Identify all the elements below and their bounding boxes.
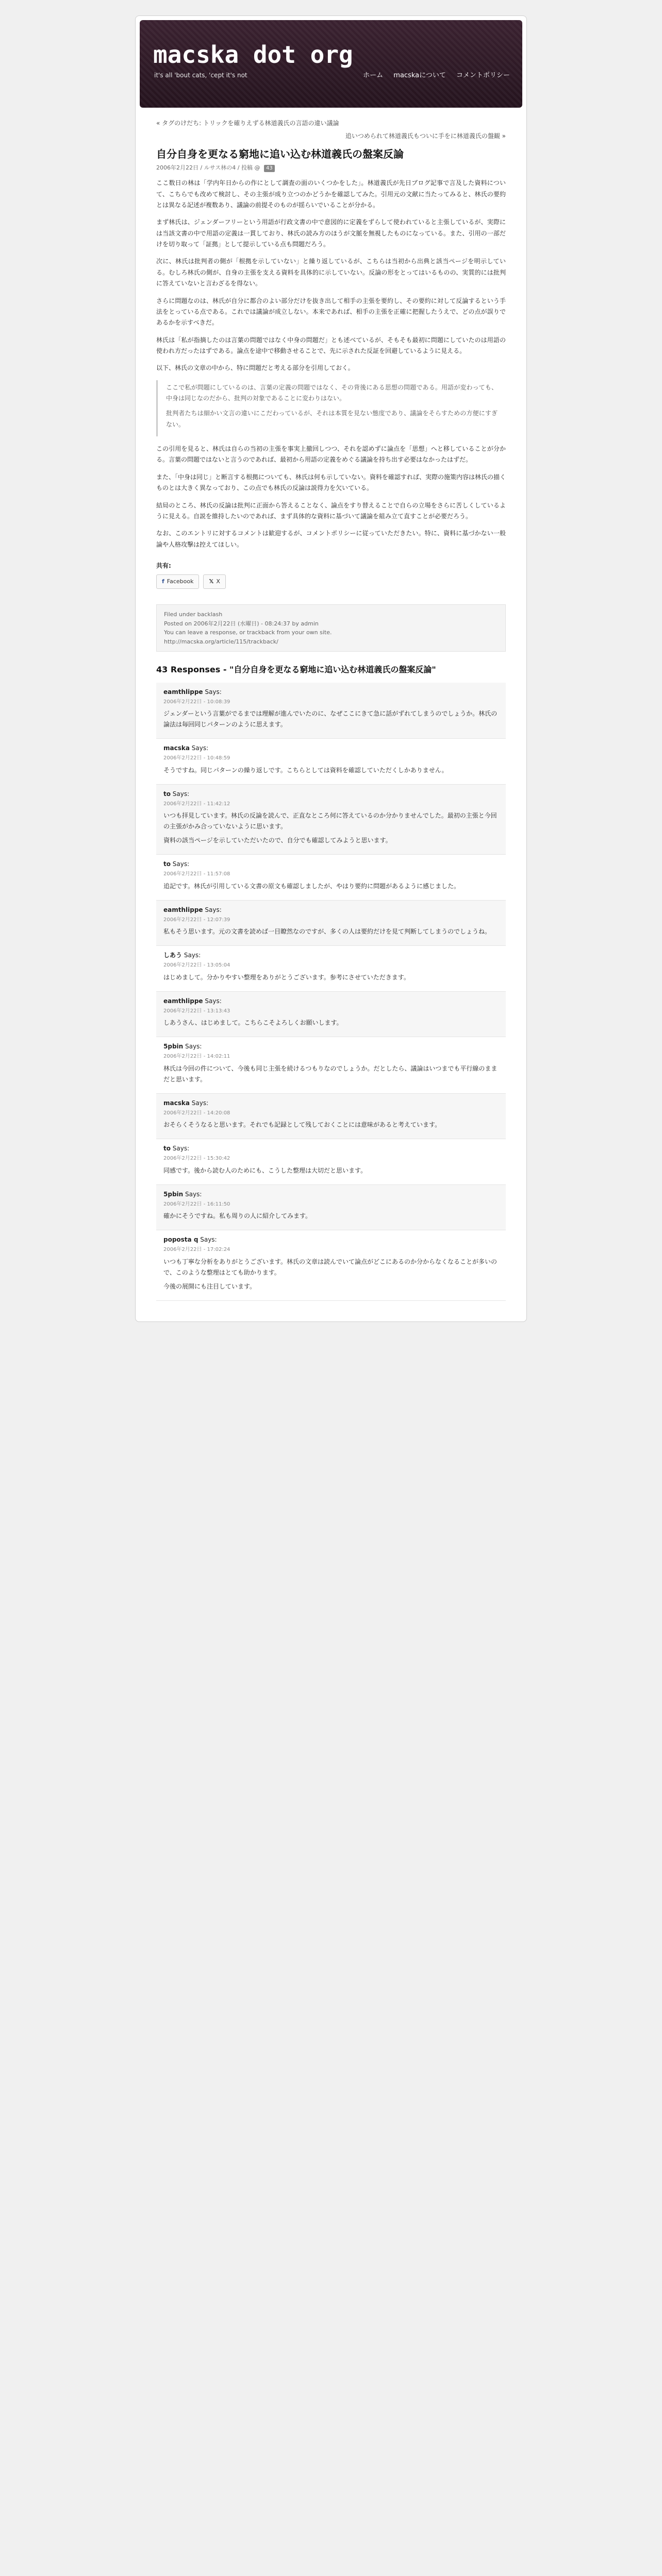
comment-date[interactable]: 2006年2月22日 - 15:30:42	[163, 1156, 230, 1162]
comment-header	[163, 996, 499, 1007]
comment-says-label: Says:	[189, 1099, 209, 1107]
comment-header	[163, 1098, 499, 1109]
comment-item	[156, 1037, 506, 1094]
post-paragraph: まず林氏は、ジェンダーフリーという用語が行政文書の中で意図的に定義をずらして使われていると主張しているが、実際には当該文書の中で用語の定義は一貫しており、林氏の読み方のほうが文脈を無視したものになっている。また、引用の一部だけを切り取って「証拠」として提示している点も問題だろう。	[156, 218, 506, 248]
post-paragraph: 林氏は「私が指摘したのは言葉の問題ではなく中身の問題だ」とも述べているが、そもそも最初に問題にしていたのは用語の使われ方だったはずである。論点を途中で移動させることで、先に示された反証を回避しているように見える。	[156, 336, 506, 354]
site-description: it's all 'bout cats, 'cept it's not	[154, 72, 247, 79]
comment-says-label: Says:	[170, 1145, 190, 1153]
share-x-button[interactable]	[203, 574, 225, 589]
comment-text: 今後の展開にも注目しています。	[163, 1282, 256, 1290]
post-paragraph: 次に、林氏は批判者の側が「根拠を示していない」と繰り返しているが、こちらは当初から出典と該当ページを明示している。むしろ林氏の側が、自身の主張を支える資料を具体的に示していない。反論の形をとってはいるものの、実質的には批判に答えていないと言わざるを得ない。	[156, 258, 506, 287]
comment-header	[163, 905, 499, 916]
share-heading: 共有:	[156, 562, 171, 569]
nav-home-link[interactable]: ホーム	[363, 72, 384, 79]
comment-text: そうですね。同じパターンの繰り返しです。こちらとしては資料を確認していただくしかありません。	[163, 766, 448, 774]
post-paragraph: なお、このエントリに対するコメントは歓迎するが、コメントポリシーに従っていただきたい。特に、資料に基づかない一般論や人格攻撃は控えてほしい。	[156, 530, 506, 548]
previous-post-link[interactable]: « タグのけだち: トリックを確りえずる林道義氏の言語の違い議論	[156, 120, 339, 127]
comment-text: はじめまして。分かりやすい整理をありがとうございます。参考にさせていただきます。	[163, 973, 410, 981]
comment-item	[156, 901, 506, 946]
post-meta-box	[156, 604, 506, 652]
comment-text: 追記です。林氏が引用している文書の原文も確認しましたが、やはり要約に問題があるように感じました。	[163, 882, 460, 890]
comment-text: おそらくそうなると思います。それでも記録として残しておくことには意味があると考えています。	[163, 1121, 441, 1129]
header-nav	[355, 70, 510, 79]
share-facebook-button[interactable]	[156, 574, 199, 589]
quote-paragraph: 批判者たちは細かい文言の違いにこだわっているが、それは本質を見ない態度であり、議論をそらすための方便にすぎない。	[166, 410, 498, 428]
comment-date[interactable]: 2006年2月22日 - 10:48:59	[163, 755, 230, 761]
post-paragraph: ここ数日の林は「学内年日からの作にとして調査の面のいくつかをした」。林道義氏が先日ブログ記事で言及した資料について、こちらでも改めて検討し、その主張が成り立つのかどうかを確認してみた。引用元の文献に当たってみると、林氏の要約とは異なる記述が複数あり、議論の前提そのものが揺らいでいることが分かる。	[156, 179, 506, 209]
comment-header	[163, 789, 499, 800]
comment-text: 資料の該当ページを示していただいたので、自分でも確認してみようと思います。	[163, 837, 392, 844]
share-facebook-label: Facebook	[167, 578, 194, 585]
comment-author[interactable]: しあう	[163, 952, 183, 959]
previous-post-nav	[156, 118, 506, 129]
share-x-label: X	[216, 578, 220, 585]
next-post-nav	[156, 131, 506, 142]
comment-date[interactable]: 2006年2月22日 - 10:08:39	[163, 699, 230, 705]
comment-author[interactable]: poposta q	[163, 1236, 198, 1244]
comment-author[interactable]: to	[163, 790, 171, 798]
post-date-line: Posted on 2006年2月22日 (水曜日) - 08:24:37 by admin	[164, 620, 319, 627]
post-response-line: You can leave a response, or trackback from your own site.	[164, 629, 332, 636]
comment-says-label: Says:	[203, 906, 222, 913]
comment-text: いつも拝見しています。林氏の反論を読んで、正直なところ何に答えているのか分かりませんでした。最初の主張と今回の主張がかみ合っていないように思います。	[163, 812, 497, 831]
post-title[interactable]: 自分自身を更なる窮地に追い込む林道義氏の盤案反論	[156, 147, 404, 160]
comment-text: 私もそう思います。元の文書を読めば一目瞭然なのですが、多くの人は要約だけを見て判断してしまうのでしょうね。	[163, 928, 491, 936]
comment-author[interactable]: to	[163, 860, 171, 868]
page-container	[135, 15, 527, 1322]
comment-text: 確かにそうですね。私も周りの人に紹介してみます。	[163, 1212, 312, 1220]
comment-item	[156, 1094, 506, 1140]
comment-author[interactable]: eamthlippe	[163, 688, 203, 696]
post-paragraph: 結局のところ、林氏の反論は批判に正面から答えることなく、論点をすり替えることで自らの立場をさらに苦しくしているように見える。自説を維持したいのであれば、まず具体的な資料に基づいて議論を組み立て直すことが必要だろう。	[156, 501, 506, 520]
comment-text: いつも丁寧な分析をありがとうございます。林氏の文章は読んでいて論点がどこにあるのか分からなくなることが多いので、このような整理はとても助かります。	[163, 1258, 498, 1276]
post-paragraph: また、「中身は同じ」と断言する根拠についても、林氏は何も示していない。資料を確認すれば、実際の施策内容は林氏の描くものとは大きく異なっており、この点でも林氏の反論は説得力を欠いている。	[156, 473, 506, 492]
nav-comment-policy-link[interactable]: コメントポリシー	[456, 72, 510, 79]
quote-paragraph: ここで私が問題にしているのは、言葉の定義の問題ではなく、その背後にある思想の問題である。用語が変わっても、中身は同じなのだから、批判の対象であることに変わりはない。	[166, 383, 498, 402]
comment-date[interactable]: 2006年2月22日 - 16:11:50	[163, 1201, 230, 1207]
comment-author[interactable]: macska	[163, 1099, 190, 1107]
comment-says-label: Says:	[170, 860, 190, 868]
comment-item	[156, 1139, 506, 1185]
post-trackback-url[interactable]: http://macska.org/article/115/trackback/	[164, 638, 278, 645]
comments-heading: 43 Responses - "自分自身を更なる窮地に追い込む林道義氏の盤案反論"	[156, 665, 436, 675]
comment-text: ジェンダーという言葉がでるまでは理解が進んでいたのに、なぜここにきて急に話がずれてしまうのでしょうか。林氏の論法は毎回同じパターンのように思えます。	[163, 710, 498, 728]
post-meta	[156, 163, 506, 173]
site-header	[140, 20, 522, 108]
comment-text: 同感です。後から読む人のためにも、こうした整理は大切だと思います。	[163, 1166, 367, 1174]
comment-date[interactable]: 2006年2月22日 - 13:13:43	[163, 1008, 230, 1014]
comment-author[interactable]: macska	[163, 744, 190, 752]
comment-author[interactable]: eamthlippe	[163, 906, 203, 913]
comment-says-label: Says:	[198, 1236, 217, 1244]
comment-author[interactable]: 5pbin	[163, 1043, 184, 1050]
comment-says-label: Says:	[183, 1043, 202, 1050]
comment-item	[156, 683, 506, 739]
share-buttons	[156, 574, 506, 589]
comment-says-label: Says:	[170, 790, 190, 798]
comment-header	[163, 950, 499, 961]
comment-header	[163, 1041, 499, 1052]
comment-date[interactable]: 2006年2月22日 - 13:05:04	[163, 962, 230, 969]
comment-date[interactable]: 2006年2月22日 - 12:07:39	[163, 917, 230, 923]
comment-count-badge[interactable]: 43	[264, 165, 275, 172]
comment-item	[156, 992, 506, 1038]
nav-about-link[interactable]: macskaについて	[393, 72, 446, 79]
comment-says-label: Says:	[182, 952, 201, 959]
comment-date[interactable]: 2006年2月22日 - 11:42:12	[163, 801, 230, 807]
facebook-icon: f	[162, 578, 164, 585]
comment-header	[163, 1189, 499, 1200]
post-paragraph: さらに問題なのは、林氏が自分に都合のよい部分だけを抜き出して相手の主張を要約し、その要約に対して反論するという手法をとっている点である。これでは議論が成立しない。本来であれば、相手の主張を正確に把握したうえで、どの点が誤りであるかを示すべきだ。	[156, 297, 506, 327]
comment-header	[163, 1143, 499, 1154]
comment-item	[156, 739, 506, 785]
comment-header	[163, 743, 499, 754]
comment-says-label: Says:	[203, 997, 222, 1005]
comment-date[interactable]: 2006年2月22日 - 14:02:11	[163, 1054, 230, 1060]
next-post-link[interactable]: 追いつめられて林道義氏もついに手をに林道義氏の盤観 »	[345, 132, 506, 140]
comment-author[interactable]: eamthlippe	[163, 997, 203, 1005]
site-title-link[interactable]: macska dot org	[153, 41, 353, 69]
post-quote	[156, 380, 506, 436]
main-content	[136, 112, 526, 1321]
x-icon: 𝕏	[209, 578, 214, 585]
comment-text: 林氏は今回の件について、今後も同じ主張を続けるつもりなのでしょうか。だとしたら、議論はいつまでも平行線のままだと思います。	[163, 1064, 498, 1083]
post-category: Filed under backlash	[164, 611, 223, 618]
comment-list	[156, 683, 506, 1301]
comment-header	[163, 687, 499, 698]
comment-item	[156, 1185, 506, 1231]
post-paragraph: 以下、林氏の文章の中から、特に問題だと考える部分を引用しておく。	[156, 364, 354, 372]
comment-author[interactable]: to	[163, 1145, 171, 1153]
comment-item	[156, 946, 506, 992]
post-body	[156, 178, 506, 550]
comment-says-label: Says:	[189, 744, 209, 752]
post-meta-text: 2006年2月22日 / ルサス林の4 / 投稿 @	[156, 164, 260, 171]
comment-item	[156, 785, 506, 855]
comment-author[interactable]: 5pbin	[163, 1190, 184, 1198]
comment-says-label: Says:	[183, 1190, 202, 1198]
comment-item	[156, 1230, 506, 1301]
comment-header	[163, 859, 499, 870]
comment-date[interactable]: 2006年2月22日 - 17:02:24	[163, 1247, 230, 1253]
comment-item	[156, 855, 506, 901]
comment-date[interactable]: 2006年2月22日 - 11:57:08	[163, 871, 230, 877]
comment-date[interactable]: 2006年2月22日 - 14:20:08	[163, 1110, 230, 1116]
comment-says-label: Says:	[203, 688, 222, 696]
post-paragraph: この引用を見ると、林氏は自らの当初の主張を事実上撤回しつつ、それを認めずに論点を「思想」へと移していることが分かる。言葉の問題ではないと言うのであれば、最初から用語の定義をめぐる議論を持ち出す必要はなかったはずだ。	[156, 445, 506, 464]
comment-text: しあうさん、はじめまして。こちらこそよろしくお願いします。	[163, 1019, 343, 1027]
comment-header	[163, 1234, 499, 1245]
